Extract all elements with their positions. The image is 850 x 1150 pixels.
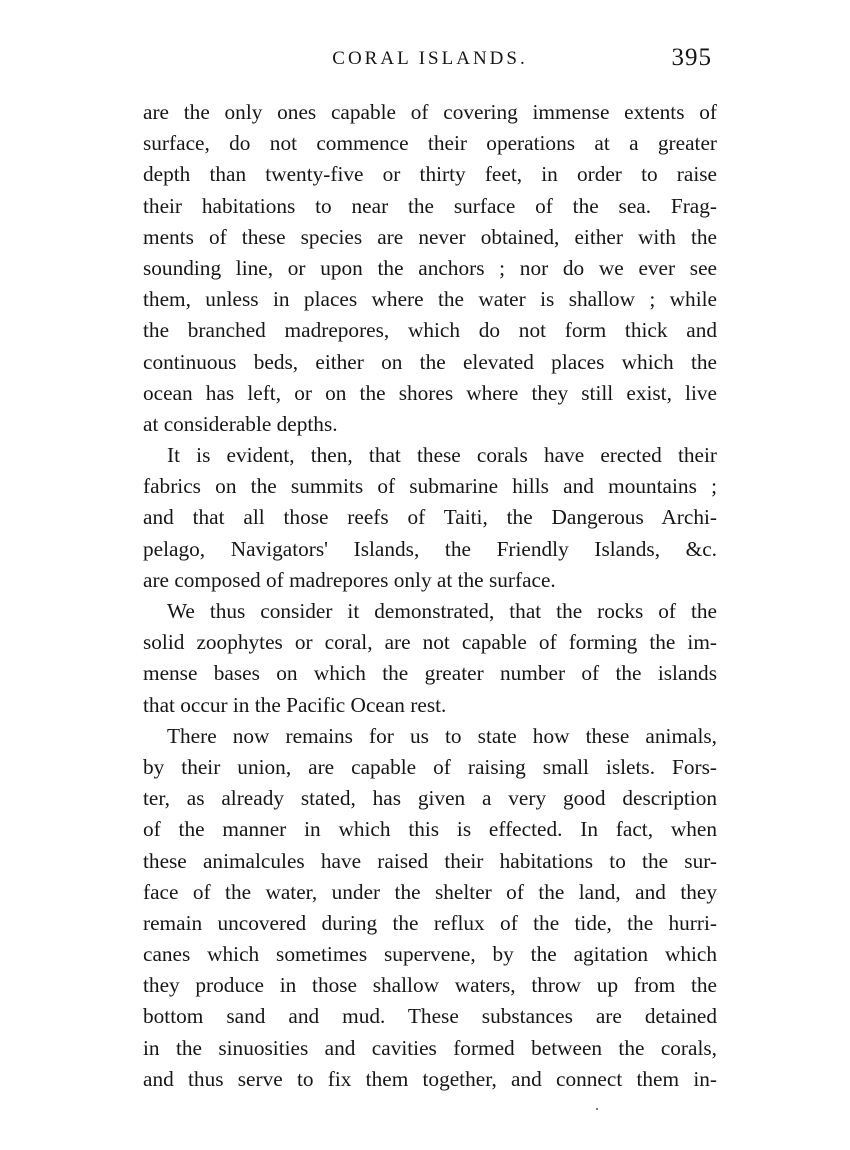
- text-line: the branched madrepores, which do not form thick and: [143, 318, 717, 343]
- text-line: We thus consider it demonstrated, that the rocks of the: [167, 599, 717, 623]
- paragraph-2: [143, 440, 717, 596]
- text-line: sounding line, or upon the anchors ; nor do we ever see: [143, 255, 717, 280]
- text-line: depth than twenty-five or thirty feet, in order to raise: [143, 162, 717, 187]
- body-text: [143, 97, 717, 1095]
- text-line: solid zoophytes or coral, are not capable of forming the im-: [143, 630, 717, 655]
- text-line: these animalcules have raised their habitations to the sur-: [143, 848, 717, 873]
- text-line: mense bases on which the greater number of the islands: [143, 661, 717, 686]
- text-line: ments of these species are never obtained, either with the: [143, 224, 717, 249]
- paragraph-3: [143, 596, 717, 721]
- paragraph-1: [143, 97, 717, 440]
- text-line: of the manner in which this is effected. In fact, when: [143, 817, 717, 842]
- running-title: CORAL ISLANDS.: [332, 48, 528, 69]
- text-line: remain uncovered during the reflux of the tide, the hurri-: [143, 910, 717, 935]
- text-line: There now remains for us to state how these animals,: [167, 723, 717, 748]
- page-number: 395: [671, 44, 712, 71]
- text-line: at considerable depths.: [143, 411, 338, 436]
- ink-speck: [596, 1108, 598, 1110]
- text-line: bottom sand and mud. These substances are detained: [143, 1004, 717, 1029]
- text-line: ocean has left, or on the shores where they still exist, live: [143, 380, 717, 405]
- text-line: their habitations to near the surface of the sea. Frag-: [143, 193, 717, 218]
- text-line: that occur in the Pacific Ocean rest.: [143, 692, 447, 717]
- text-line: fabrics on the summits of submarine hills and mountains ;: [143, 474, 717, 499]
- text-line: them, unless in places where the water is shallow ; while: [143, 287, 717, 312]
- text-line: pelago, Navigators' Islands, the Friendly Islands, &c.: [143, 536, 717, 561]
- text-line: It is evident, then, that these corals have erected their: [167, 443, 717, 468]
- text-line: and thus serve to fix them together, and connect them in-: [143, 1066, 717, 1091]
- text-line: by their union, are capable of raising small islets. Fors-: [143, 754, 717, 779]
- text-line: face of the water, under the shelter of the land, and they: [143, 879, 717, 904]
- text-line: ter, as already stated, has given a very good description: [143, 786, 717, 811]
- text-line: they produce in those shallow waters, throw up from the: [143, 973, 717, 998]
- text-line: are composed of madrepores only at the surface.: [143, 567, 556, 592]
- paragraph-4: [143, 721, 717, 1095]
- text-line: are the only ones capable of covering immense extents of: [143, 100, 717, 124]
- text-line: canes which sometimes supervene, by the agitation which: [143, 942, 717, 967]
- text-line: continuous beds, either on the elevated places which the: [143, 349, 717, 374]
- text-line: surface, do not commence their operations at a greater: [143, 131, 717, 156]
- text-line: and that all those reefs of Taiti, the Dangerous Archi-: [143, 505, 717, 530]
- running-head: [140, 46, 720, 76]
- text-line: in the sinuosities and cavities formed between the corals,: [143, 1035, 717, 1060]
